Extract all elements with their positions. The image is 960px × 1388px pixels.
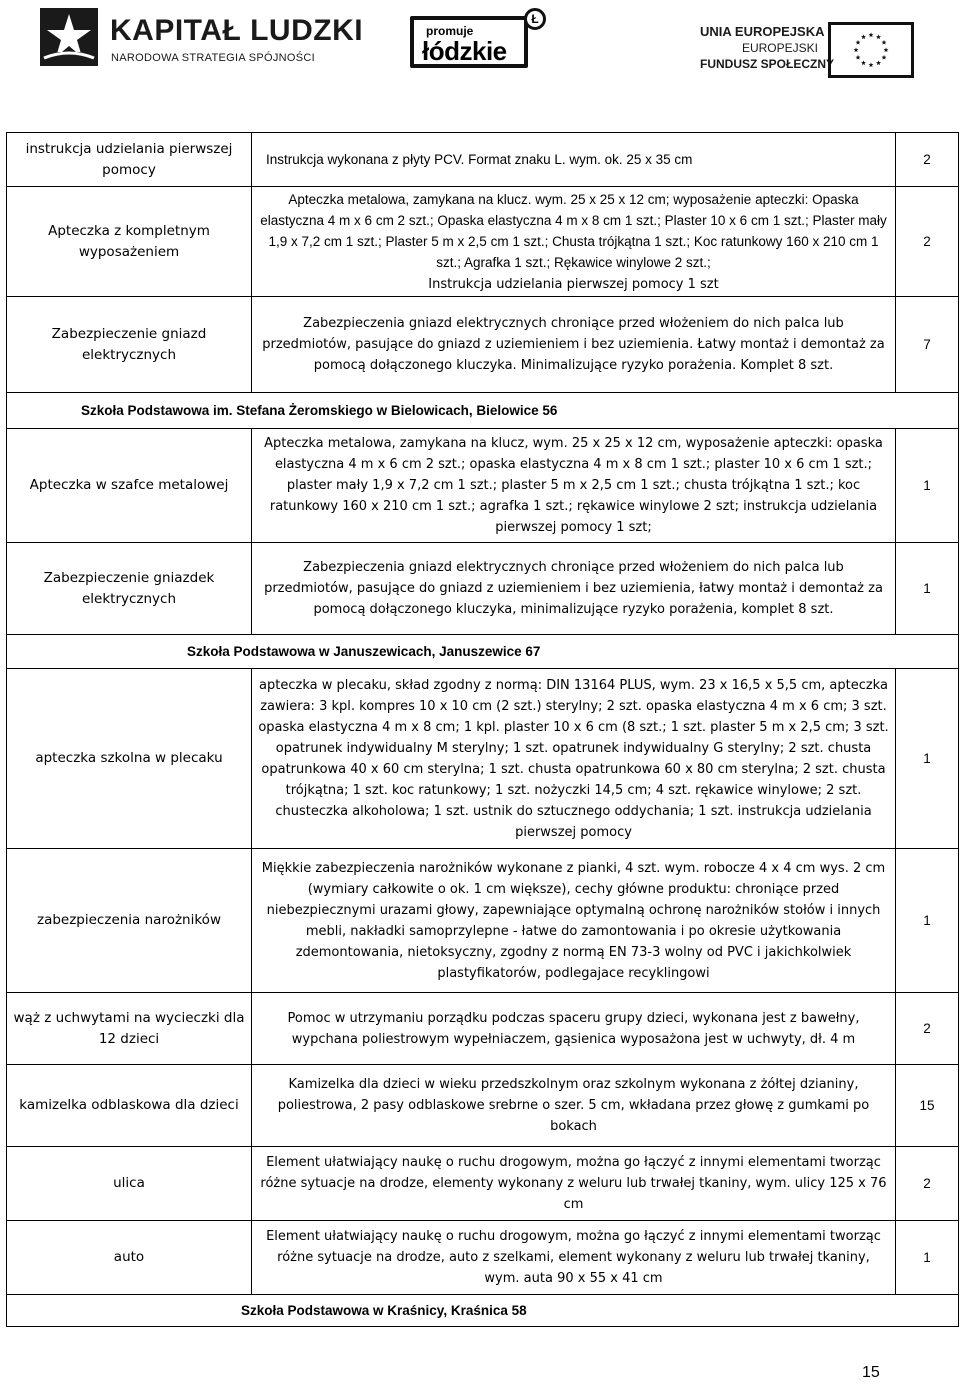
table-row [7,993,959,1065]
lodzkie-circle-icon: Ł [524,8,546,30]
section-title: Szkoła Podstawowa im. Stefana Żeromskiego w Bielowicach, Bielowice 56 [7,393,959,429]
table-row [7,849,959,993]
eu-star-icon [856,55,861,60]
eu-star-icon [854,47,859,52]
eu-star-icon [884,47,889,52]
item-quantity: 1 [896,849,959,993]
ue-line-2: EUROPEJSKI [741,41,818,55]
table-row [7,1221,959,1295]
eu-star-icon [861,60,866,65]
eu-star-icon [876,34,881,39]
lodzkie-big-text: łódzkie [422,36,507,66]
item-description: Apteczka metalowa, zamykana na klucz, wym. 25 x 25 x 12 cm, wyposażenie apteczki: opaska elastyczna 4 m x 6 cm 2 szt.; opaska elastyczna 4 m x 8 cm 1 szt.; plaster 10 x 6 cm 1 szt.; plaster mały 1,9 x 7,2 cm 1 szt.; plaster 5 m x 2,5 cm 1 szt.; chusta trójkątna 1 szt.; koc ratunkowy 160 x 210 cm 1 szt.; agrafka 1 szt.; rękawice winylowe 2 szt; instrukcja udzielania pierwszej pomocy 1 szt; [252,429,896,543]
eu-star-icon [869,32,874,37]
ue-line-3: FUNDUSZ SPOŁECZNY [700,57,835,71]
eu-star-icon [876,60,881,65]
item-name: instrukcja udzielania pierwszej pomocy [7,133,252,187]
item-quantity: 2 [896,133,959,187]
eu-star-icon [882,40,887,45]
item-name: Apteczka z kompletnym wyposażeniem [7,187,252,297]
item-name: kamizelka odblaskowa dla dzieci [7,1065,252,1147]
item-name: apteczka szkolna w plecaku [7,669,252,849]
item-description: Miękkie zabezpieczenia narożników wykonane z pianki, 4 szt. wym. robocze 4 x 4 cm wys. 2 cm (wymiary całkowite o ok. 1 cm większe), cechy główne produktu: chroniące przed niebezpiecznymi urazami głowy, zapewniające optymalną ochronę narożników stołów i innych mebli, nakładki samoprzylepne - łatwe do zamontowania i po okresie użytkowania zdemontowania, nietoksyczny, zgodny z normą EN 73-3 wolny od PVC i jakichkolwiek plastyfikatorów, podlegajace recyklingowi [252,849,896,993]
item-name: Apteczka w szafce metalowej [7,429,252,543]
eu-star-icon [882,55,887,60]
unia-europejska-logo [700,16,940,76]
item-description: Element ułatwiający naukę o ruchu drogowym, można go łączyć z innymi elementami tworząc różne sytuacje na drodze, auto z szelkami, element wykonany z weluru lub trwałej tkaniny, wym. auta 90 x 55 x 41 cm [252,1221,896,1295]
promuje-lodzkie-logo [408,8,548,74]
eu-flag-icon [828,22,914,78]
section-row [7,635,959,669]
equipment-table [6,132,959,1327]
item-description: Zabezpieczenia gniazd elektrycznych chroniące przed włożeniem do nich palca lub przedmiotów, pasujące do gniazd z uziemieniem i bez uziemienia, łatwy montaż i demontaż za pomocą dołączonego kluczyka, minimalizujące ryzyko porażenia, komplet 8 szt. [252,543,896,635]
section-title: Szkoła Podstawowa w Januszewicach, Januszewice 67 [7,635,959,669]
item-quantity: 1 [896,429,959,543]
page-number: 15 [862,1364,880,1381]
item-description: Kamizelka dla dzieci w wieku przedszkolnym oraz szkolnym wykonana z żółtej dzianiny, poliestrowa, 2 pasy odblaskowe srebrne o szer. 5 cm, wkładana przez głowę z gumkami po bokach [252,1065,896,1147]
item-name: wąż z uchwytami na wycieczki dla 12 dzieci [7,993,252,1065]
item-description: apteczka w plecaku, skład zgodny z normą: DIN 13164 PLUS, wym. 23 x 16,5 x 5,5 cm, apteczka zawiera: 3 kpl. kompres 10 x 10 cm (2 szt.) sterylny; 2 szt. opaska elastyczna 4 m x 6 cm; 3 szt. opaska elastyczna 4 m x 8 cm; 1 kpl. plaster 10 x 6 cm (8 szt.; 1 szt. plaster 5 m x 2,5 cm; 3 szt. opatrunek indywidualny M sterylny; 1 szt. opatrunek indywidualny G sterylny; 2 szt. chusta opatrunkowa 40 x 60 cm sterylna; 1 szt. chusta opatrunkowa 60 x 80 cm sterylna; 2 szt. chusta trójkątna; 1 szt. koc ratunkowy; 1 szt. nożyczki 14,5 cm; 4 szt. rękawice winylowe; 2 szt. chusteczka alkoholowa; 1 szt. ustnik do sztucznego oddychania; 1 szt. instrukcja udzielania pierwszej pomocy [252,669,896,849]
item-description-extra: Instrukcja udzielania pierwszej pomocy 1 szt [428,276,719,292]
table-row [7,1065,959,1147]
eu-star-icon [861,34,866,39]
lodzkie-frame [410,16,528,68]
section-title: Szkoła Podstawowa w Kraśnicy, Kraśnica 58 [7,1295,959,1327]
table-row [7,429,959,543]
kapital-ludzki-icon [40,8,98,66]
item-description: Instrukcja wykonana z płyty PCV. Format znaku L. wym. ok. 25 x 35 cm [252,133,896,187]
kapital-ludzki-subtitle: NARODOWA STRATEGIA SPÓJNOŚCI [111,52,315,64]
item-name: Zabezpieczenie gniazd elektrycznych [7,297,252,393]
ue-text [700,24,835,71]
table-row [7,133,959,187]
ue-line-1: UNIA EUROPEJSKA [700,24,825,39]
item-quantity: 1 [896,543,959,635]
table-row [7,543,959,635]
lodzkie-small-text: promuje [426,24,474,38]
kapital-ludzki-logo [40,6,364,68]
item-quantity: 1 [896,669,959,849]
section-row [7,1295,959,1327]
item-name: auto [7,1221,252,1295]
item-quantity: 1 [896,1221,959,1295]
item-quantity: 2 [896,1147,959,1221]
table-row [7,187,959,297]
item-name: Zabezpieczenie gniazdek elektrycznych [7,543,252,635]
item-description: Element ułatwiający naukę o ruchu drogowym, można go łączyć z innymi elementami tworząc różne sytuacje na drodze, elementy wykonany z weluru lub trwałej tkaniny, wym. ulicy 125 x 76 cm [252,1147,896,1221]
table-row [7,1147,959,1221]
kapital-ludzki-title: KAPITAŁ LUDZKI [110,14,364,47]
item-description-main: Apteczka metalowa, zamykana na klucz. wym. 25 x 25 x 12 cm; wyposażenie apteczki: Opaska elastyczna 4 m x 6 cm 2 szt.; Opaska elastyczna 4 m x 8 cm 1 szt.; Plaster 10 x 6 cm 1 szt.; Plaster mały 1,9 x 7,2 cm 1 szt.; Plaster 5 m x 2,5 cm 1 szt.; Chusta trójkątna 1 szt.; Koc ratunkowy 160 x 210 cm 1 szt.; Agrafka 1 szt.; Rękawice winylowe 2 szt.; [260,191,887,270]
item-name: ulica [7,1147,252,1221]
table-row [7,297,959,393]
item-description: Pomoc w utrzymaniu porządku podczas spaceru grupy dzieci, wykonana jest z bawełny, wypchana poliestrowym wypełniaczem, gąsienica wyposażona jest w uchwyty, dł. 4 m [252,993,896,1065]
item-name: zabezpieczenia narożników [7,849,252,993]
eu-star-icon [856,40,861,45]
item-quantity: 7 [896,297,959,393]
item-quantity: 2 [896,993,959,1065]
section-row [7,393,959,429]
item-description: Zabezpieczenia gniazd elektrycznych chroniące przed włożeniem do nich palca lub przedmiotów, pasujące do gniazd z uziemieniem i bez uziemienia. Łatwy montaż i demontaż za pomocą dołączonego kluczyka. Minimalizujące ryzyko porażenia. Komplet 8 szt. [252,297,896,393]
eu-star-icon [869,62,874,67]
item-quantity: 2 [896,187,959,297]
item-quantity: 15 [896,1065,959,1147]
header-logos [0,0,960,100]
table-row [7,669,959,849]
item-description [252,187,896,297]
